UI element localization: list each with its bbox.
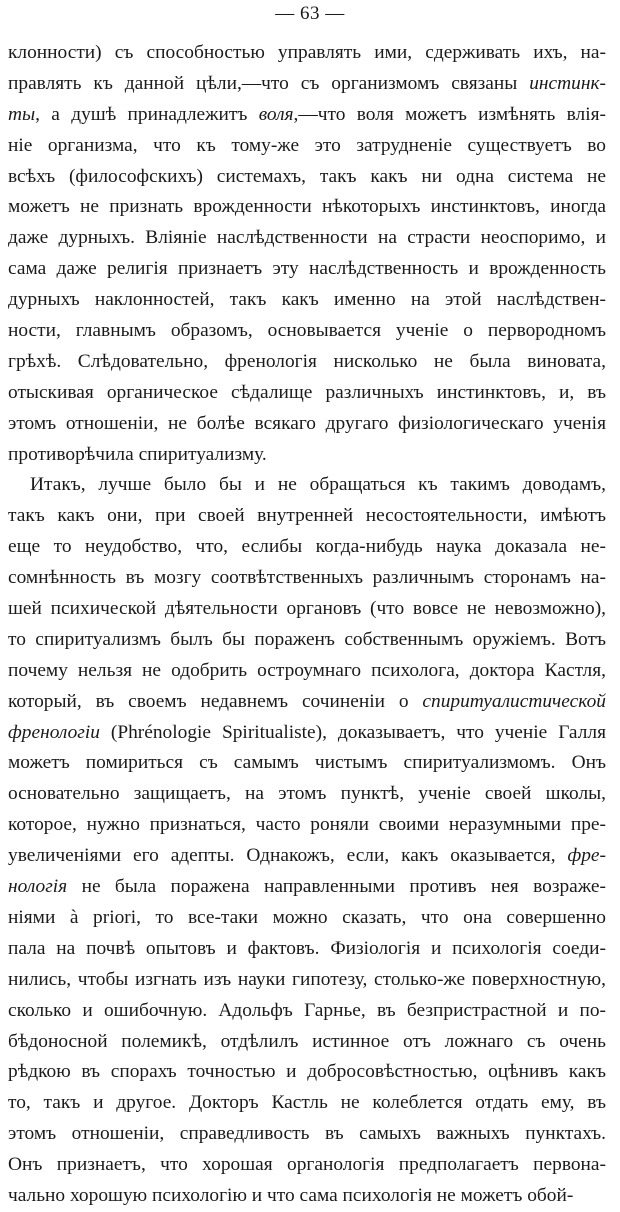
text-run: еще то неудобство, что, еслибы когда-нибудь наука доказала не- (8, 536, 606, 558)
body-text (8, 38, 606, 1212)
italic-term: воля (258, 103, 294, 125)
text-line (8, 38, 606, 69)
text-run: можетъ помириться съ самымъ чистымъ спиритуализмомъ. Онъ (8, 752, 606, 774)
text-line (8, 254, 606, 285)
text-line (8, 409, 606, 440)
text-run: ніе организма, что къ тому-же это затрудненіе существуетъ во (8, 134, 606, 156)
text-line (8, 903, 606, 934)
text-line (8, 285, 606, 316)
text-line (8, 1150, 606, 1181)
text-run: бѣдоносной полемикѣ, отдѣлилъ истинное отъ ложнаго съ очень (8, 1030, 606, 1052)
text-run: шей психической дѣятельности органовъ (что вовсе не невозможно), (8, 598, 606, 620)
italic-term: спиритуалистической (422, 690, 606, 712)
text-run: то, такъ и другое. Докторъ Кастль не колеблется отдать ему, въ (8, 1092, 606, 1114)
text-line (8, 594, 606, 625)
text-run: нились, чтобы изгнать изъ науки гипотезу, столько-же поверхностную, (8, 968, 606, 990)
text-line (8, 841, 606, 872)
text-run: увеличеніями его адепты. Однакожъ, если, какъ оказывается, (8, 845, 568, 867)
text-line (8, 378, 606, 409)
text-line (8, 192, 606, 223)
text-run: который, въ своемъ недавнемъ сочиненіи о (8, 690, 423, 712)
italic-term: нологія (8, 876, 68, 898)
text-run: чально хорошую психологію и что сама психологія не можетъ обой- (8, 1184, 574, 1206)
text-line (8, 131, 606, 162)
text-run: не была поражена направленными противъ нея возраже- (67, 876, 606, 898)
text-run: такъ какъ они, при своей внутренней несостоятельности, имѣютъ (8, 505, 606, 527)
italic-term: инстинк- (529, 72, 606, 94)
text-line (8, 687, 606, 718)
text-run: даже дурныхъ. Вліяніе наслѣдственности на страсти неоспоримо, и (8, 227, 606, 249)
text-run: этомъ отношеніи, справедливость въ самыхъ важныхъ пунктахъ. (8, 1123, 606, 1145)
text-line (8, 718, 606, 749)
text-run: грѣхѣ. Слѣдовательно, френологія нисколько не была виновата, (8, 350, 606, 372)
text-run: ,—что воля можетъ измѣнять влія- (293, 103, 606, 125)
text-line (8, 440, 606, 471)
text-run: противорѣчила спиритуализму. (8, 443, 267, 465)
text-run: основательно защищаетъ, на этомъ пунктѣ, ученіе своей школы, (8, 783, 606, 805)
text-line (8, 1181, 606, 1212)
text-line (8, 162, 606, 193)
text-run: ніями à priori, то все-таки можно сказать, что она совершенно (8, 906, 606, 928)
text-run: сомнѣнность въ мозгу соотвѣтственныхъ различнымъ сторонамъ на- (8, 567, 606, 589)
text-line (8, 69, 606, 100)
paragraph (8, 470, 606, 1211)
italic-term: фре- (567, 845, 606, 867)
text-line (8, 223, 606, 254)
text-line (8, 810, 606, 841)
text-line (8, 779, 606, 810)
text-run: этомъ отношеніи, не болѣе всякаго другаго физіологическаго ученія (8, 412, 606, 434)
text-line (8, 934, 606, 965)
text-run: правлять къ данной цѣли,—что съ организмомъ связаны (8, 72, 530, 94)
text-line (8, 996, 606, 1027)
text-line (8, 656, 606, 687)
text-line (8, 872, 606, 903)
text-run: почему нельзя не одобрить остроумнаго психолога, доктора Кастля, (8, 659, 606, 681)
text-run: Онъ признаетъ, что хорошая органологія предполагаетъ первона- (8, 1154, 606, 1176)
text-line (8, 1027, 606, 1058)
text-run: пала на почвѣ опытовъ и фактовъ. Физіологія и психологія соеди- (8, 937, 606, 959)
text-run: (Phrénologie Spiritualiste), доказываетъ, что ученіе Галля (99, 721, 606, 743)
text-run: клонности) съ способностью управлять ими, сдерживать ихъ, на- (8, 42, 606, 63)
text-line (8, 563, 606, 594)
text-line (8, 748, 606, 779)
text-line (8, 625, 606, 656)
text-run: которое, нужно признаться, часто роняли своими неразумными пре- (8, 814, 606, 836)
text-line (8, 532, 606, 563)
text-run: сколько и ошибочную. Адольфъ Гарнье, въ безпристрастной и по- (8, 999, 606, 1021)
text-run: , а душѣ принадлежитъ (35, 103, 259, 125)
text-line (8, 1088, 606, 1119)
text-run: можетъ не признать врожденности нѣкоторыхъ инстинктовъ, иногда (8, 196, 606, 218)
italic-term: ты (8, 103, 36, 125)
text-line (8, 347, 606, 378)
text-run: сама даже религія признаетъ эту наслѣдственность и врожденность (8, 258, 606, 280)
text-line (8, 100, 606, 131)
text-line (8, 316, 606, 347)
text-line (8, 501, 606, 532)
text-run: всѣхъ (философскихъ) системахъ, такъ какъ ни одна система не (8, 165, 606, 187)
text-line (8, 470, 606, 501)
text-run: ности, главнымъ образомъ, основывается ученіе о первородномъ (8, 320, 606, 342)
paragraph (8, 38, 606, 470)
italic-term: френологіи (8, 721, 100, 743)
page-number: — 63 — (275, 3, 345, 24)
text-line (8, 1119, 606, 1150)
text-run: то спиритуализмъ былъ бы пораженъ собственнымъ оружіемъ. Вотъ (8, 628, 606, 650)
text-line (8, 1057, 606, 1088)
text-run: отыскивая органическое сѣдалище различныхъ инстинктовъ, и, въ (8, 381, 606, 403)
text-run: рѣдкою въ спорахъ точностью и добросовѣстностью, оцѣнивъ какъ (8, 1061, 606, 1083)
text-run: Итакъ, лучше было бы и не обращаться къ такимъ доводамъ, (30, 474, 606, 496)
text-run: дурныхъ наклонностей, такъ какъ именно на этой наслѣдствен- (8, 289, 606, 311)
text-line (8, 965, 606, 996)
